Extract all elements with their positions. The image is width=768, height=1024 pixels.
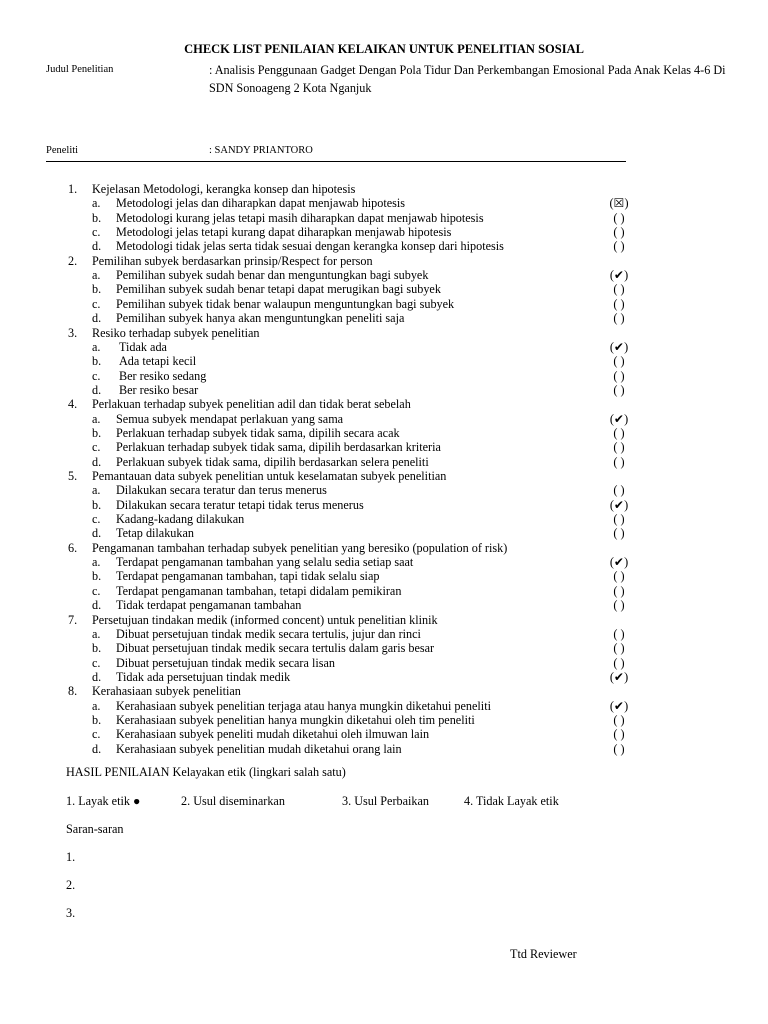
option-checkbox[interactable]: ( ) — [613, 239, 625, 254]
criterion-number: 6. — [68, 540, 78, 555]
option-checkbox[interactable]: ( ) — [613, 368, 625, 383]
criterion-heading: Kerahasiaan subyek penelitian — [92, 684, 241, 699]
option-checkbox[interactable]: ( ) — [613, 440, 625, 455]
option-text: Dibuat persetujuan tindak medik secara tertulis dalam garis besar — [116, 641, 435, 656]
option-text: Terdapat pengamanan tambahan, tetapi didalam pemikiran — [116, 583, 402, 598]
option-letter: c. — [92, 440, 101, 455]
option-letter: b. — [92, 425, 102, 440]
option-text: Dilakukan secara teratur dan terus menerus — [116, 483, 327, 498]
option-letter: d. — [92, 669, 102, 684]
option-text: Perlakuan terhadap subyek tidak sama, dipilih secara acak — [116, 425, 400, 440]
criterion-number: 2. — [68, 253, 78, 268]
option-letter: b. — [92, 210, 102, 225]
criterion-heading: Resiko terhadap subyek penelitian — [92, 325, 260, 340]
option-checkbox[interactable]: ( ) — [613, 210, 625, 225]
option-checkbox[interactable]: ( ) — [613, 296, 625, 311]
option-letter: a. — [92, 339, 101, 354]
result-option-1: 1. Layak etik ● — [66, 794, 141, 808]
option-letter: c. — [92, 727, 101, 742]
option-letter: d. — [92, 454, 102, 469]
option-letter: a. — [92, 268, 101, 283]
option-text: Metodologi kurang jelas tetapi masih diharapkan dapat menjawab hipotesis — [116, 210, 484, 225]
criterion-heading: Pemantauan data subyek penelitian untuk keselamatan subyek penelitian — [92, 469, 447, 483]
option-text: Pemilihan subyek sudah benar dan menguntungkan bagi subyek — [116, 268, 429, 283]
reviewer-signature: Ttd Reviewer — [510, 947, 577, 961]
option-checkbox[interactable]: ( ) — [613, 741, 625, 756]
option-checkbox[interactable]: ( ) — [613, 512, 625, 527]
option-text: Perlakuan subyek tidak sama, dipilih berdasarkan selera peneliti — [116, 454, 429, 469]
option-letter: d. — [92, 526, 102, 541]
option-checkbox[interactable]: ( ) — [613, 454, 625, 469]
option-checkbox[interactable]: ( ) — [613, 569, 625, 584]
option-text: Terdapat pengamanan tambahan, tapi tidak selalu siap — [116, 569, 380, 584]
option-letter: c. — [92, 655, 101, 670]
option-text: Kerahasiaan subyek penelitian hanya mungkin diketahui oleh tim peneliti — [116, 712, 475, 727]
criterion-heading: Pemilihan subyek berdasarkan prinsip/Respect for person — [92, 253, 373, 268]
option-text: Terdapat pengamanan tambahan yang selalu sedia setiap saat — [116, 555, 414, 570]
option-text: Kadang-kadang dilakukan — [116, 512, 245, 527]
option-text: Pemilihan subyek hanya akan menguntungkan peneliti saja — [116, 311, 405, 326]
criterion-number: 3. — [68, 325, 78, 340]
result-option-3: 3. Usul Perbaikan — [342, 794, 429, 808]
header-divider — [46, 161, 626, 162]
option-checkbox[interactable]: ( ) — [613, 354, 625, 369]
option-letter: b. — [92, 282, 102, 297]
option-letter: c. — [92, 583, 101, 598]
suggestions-label: Saran-saran — [66, 822, 124, 836]
option-text: Kerahasiaan subyek penelitian terjaga atau hanya mungkin diketahui peneliti — [116, 698, 491, 713]
judul-value-line1: : Analisis Penggunaan Gadget Dengan Pola Tidur Dan Perkembangan Emosional Pada Anak Kelas 4-6 Di — [209, 63, 726, 77]
option-checkbox[interactable]: ( ) — [613, 641, 625, 656]
option-letter: b. — [92, 712, 102, 727]
option-text: Kerahasiaan subyek peneliti mudah diketahui oleh ilmuwan lain — [116, 727, 430, 742]
option-letter: d. — [92, 598, 102, 613]
option-checkbox[interactable]: ( ) — [613, 382, 625, 397]
option-text: Semua subyek mendapat perlakuan yang sama — [116, 411, 344, 426]
criterion-number: 1. — [68, 182, 78, 196]
judul-value-line2: SDN Sonoageng 2 Kota Nganjuk — [209, 81, 372, 95]
suggestion-line-3: 3. — [66, 906, 76, 920]
option-text: Ada tetapi kecil — [119, 354, 197, 369]
option-checkbox[interactable]: (☒) — [609, 196, 629, 211]
option-letter: c. — [92, 296, 101, 311]
option-checkbox[interactable]: (✔) — [609, 411, 629, 426]
criterion-heading: Pengamanan tambahan terhadap subyek penelitian yang beresiko (population of risk) — [92, 540, 508, 555]
criterion-heading: Persetujuan tindakan medik (informed concent) untuk penelitian klinik — [92, 612, 438, 627]
option-text: Metodologi jelas dan diharapkan dapat menjawab hipotesis — [116, 196, 406, 211]
criterion-number: 4. — [68, 397, 78, 412]
option-letter: a. — [92, 698, 101, 713]
result-option-4: 4. Tidak Layak etik — [464, 794, 559, 808]
option-text: Kerahasiaan subyek penelitian mudah diketahui orang lain — [116, 741, 402, 756]
result-heading: HASIL PENILAIAN Kelayakan etik (lingkari salah satu) — [66, 765, 346, 779]
option-checkbox[interactable]: (✔) — [609, 268, 629, 283]
criterion-number: 5. — [68, 469, 78, 483]
criterion-number: 7. — [68, 612, 78, 627]
option-checkbox[interactable]: ( ) — [613, 425, 625, 440]
option-letter: d. — [92, 239, 102, 254]
option-letter: d. — [92, 311, 102, 326]
criterion-heading: Kejelasan Metodologi, kerangka konsep dan hipotesis — [92, 182, 356, 196]
result-option-2: 2. Usul diseminarkan — [181, 794, 285, 808]
criterion-number: 8. — [68, 684, 78, 699]
option-checkbox[interactable]: ( ) — [613, 225, 625, 240]
option-checkbox[interactable]: (✔) — [609, 555, 629, 570]
peneliti-value: : SANDY PRIANTORO — [209, 145, 313, 156]
option-text: Pemilihan subyek sudah benar tetapi dapat merugikan bagi subyek — [116, 282, 441, 297]
option-text: Perlakuan terhadap subyek tidak sama, dipilih berdasarkan kriteria — [116, 440, 441, 455]
option-text: Ber resiko besar — [119, 382, 199, 397]
option-text: Metodologi tidak jelas serta tidak sesuai dengan kerangka konsep dari hipotesis — [116, 239, 504, 254]
option-letter: d. — [92, 382, 102, 397]
option-checkbox[interactable]: ( ) — [613, 311, 625, 326]
option-text: Dilakukan secara teratur tetapi tidak terus menerus — [116, 497, 364, 512]
option-checkbox[interactable]: ( ) — [613, 583, 625, 598]
option-text: Dibuat persetujuan tindak medik secara tertulis, jujur dan rinci — [116, 626, 421, 641]
option-letter: b. — [92, 497, 102, 512]
option-letter: b. — [92, 569, 102, 584]
option-checkbox[interactable]: ( ) — [613, 526, 625, 541]
option-checkbox[interactable]: (✔) — [609, 497, 629, 512]
option-letter: c. — [92, 512, 101, 527]
option-letter: a. — [92, 626, 101, 641]
option-checkbox[interactable]: ( ) — [613, 655, 625, 670]
option-text: Tidak terdapat pengamanan tambahan — [116, 598, 302, 613]
option-checkbox[interactable]: ( ) — [613, 282, 625, 297]
suggestion-line-2: 2. — [66, 878, 76, 892]
option-letter: a. — [92, 555, 101, 570]
suggestion-line-1: 1. — [66, 850, 76, 864]
option-text: Ber resiko sedang — [119, 368, 207, 383]
option-text: Tidak ada persetujuan tindak medik — [116, 669, 291, 684]
option-text: Tidak ada — [119, 339, 167, 354]
option-letter: b. — [92, 354, 102, 369]
option-letter: c. — [92, 368, 101, 383]
peneliti-label: Peneliti — [46, 145, 79, 156]
option-checkbox[interactable]: ( ) — [613, 626, 625, 641]
option-text: Pemilihan subyek tidak benar walaupun menguntungkan bagi subyek — [116, 296, 455, 311]
option-checkbox[interactable]: ( ) — [613, 727, 625, 742]
criterion-heading: Perlakuan terhadap subyek penelitian adil dan tidak berat sebelah — [92, 397, 411, 412]
option-checkbox[interactable]: ( ) — [613, 598, 625, 613]
option-checkbox[interactable]: ( ) — [613, 483, 625, 498]
option-letter: a. — [92, 411, 101, 426]
option-checkbox[interactable]: (✔) — [609, 669, 629, 684]
option-checkbox[interactable]: (✔) — [609, 698, 629, 713]
judul-label: Judul Penelitian — [46, 64, 114, 75]
option-letter: b. — [92, 641, 102, 656]
option-letter: c. — [92, 225, 101, 240]
option-checkbox[interactable]: (✔) — [609, 339, 629, 354]
document-title: CHECK LIST PENILAIAN KELAIKAN UNTUK PENELITIAN SOSIAL — [184, 42, 584, 56]
option-text: Metodologi jelas tetapi kurang dapat diharapkan menjawab hipotesis — [116, 225, 452, 240]
option-text: Tetap dilakukan — [116, 526, 194, 541]
option-letter: d. — [92, 741, 102, 756]
option-checkbox[interactable]: ( ) — [613, 712, 625, 727]
option-letter: a. — [92, 196, 101, 211]
option-letter: a. — [92, 483, 101, 498]
option-text: Dibuat persetujuan tindak medik secara lisan — [116, 655, 335, 670]
